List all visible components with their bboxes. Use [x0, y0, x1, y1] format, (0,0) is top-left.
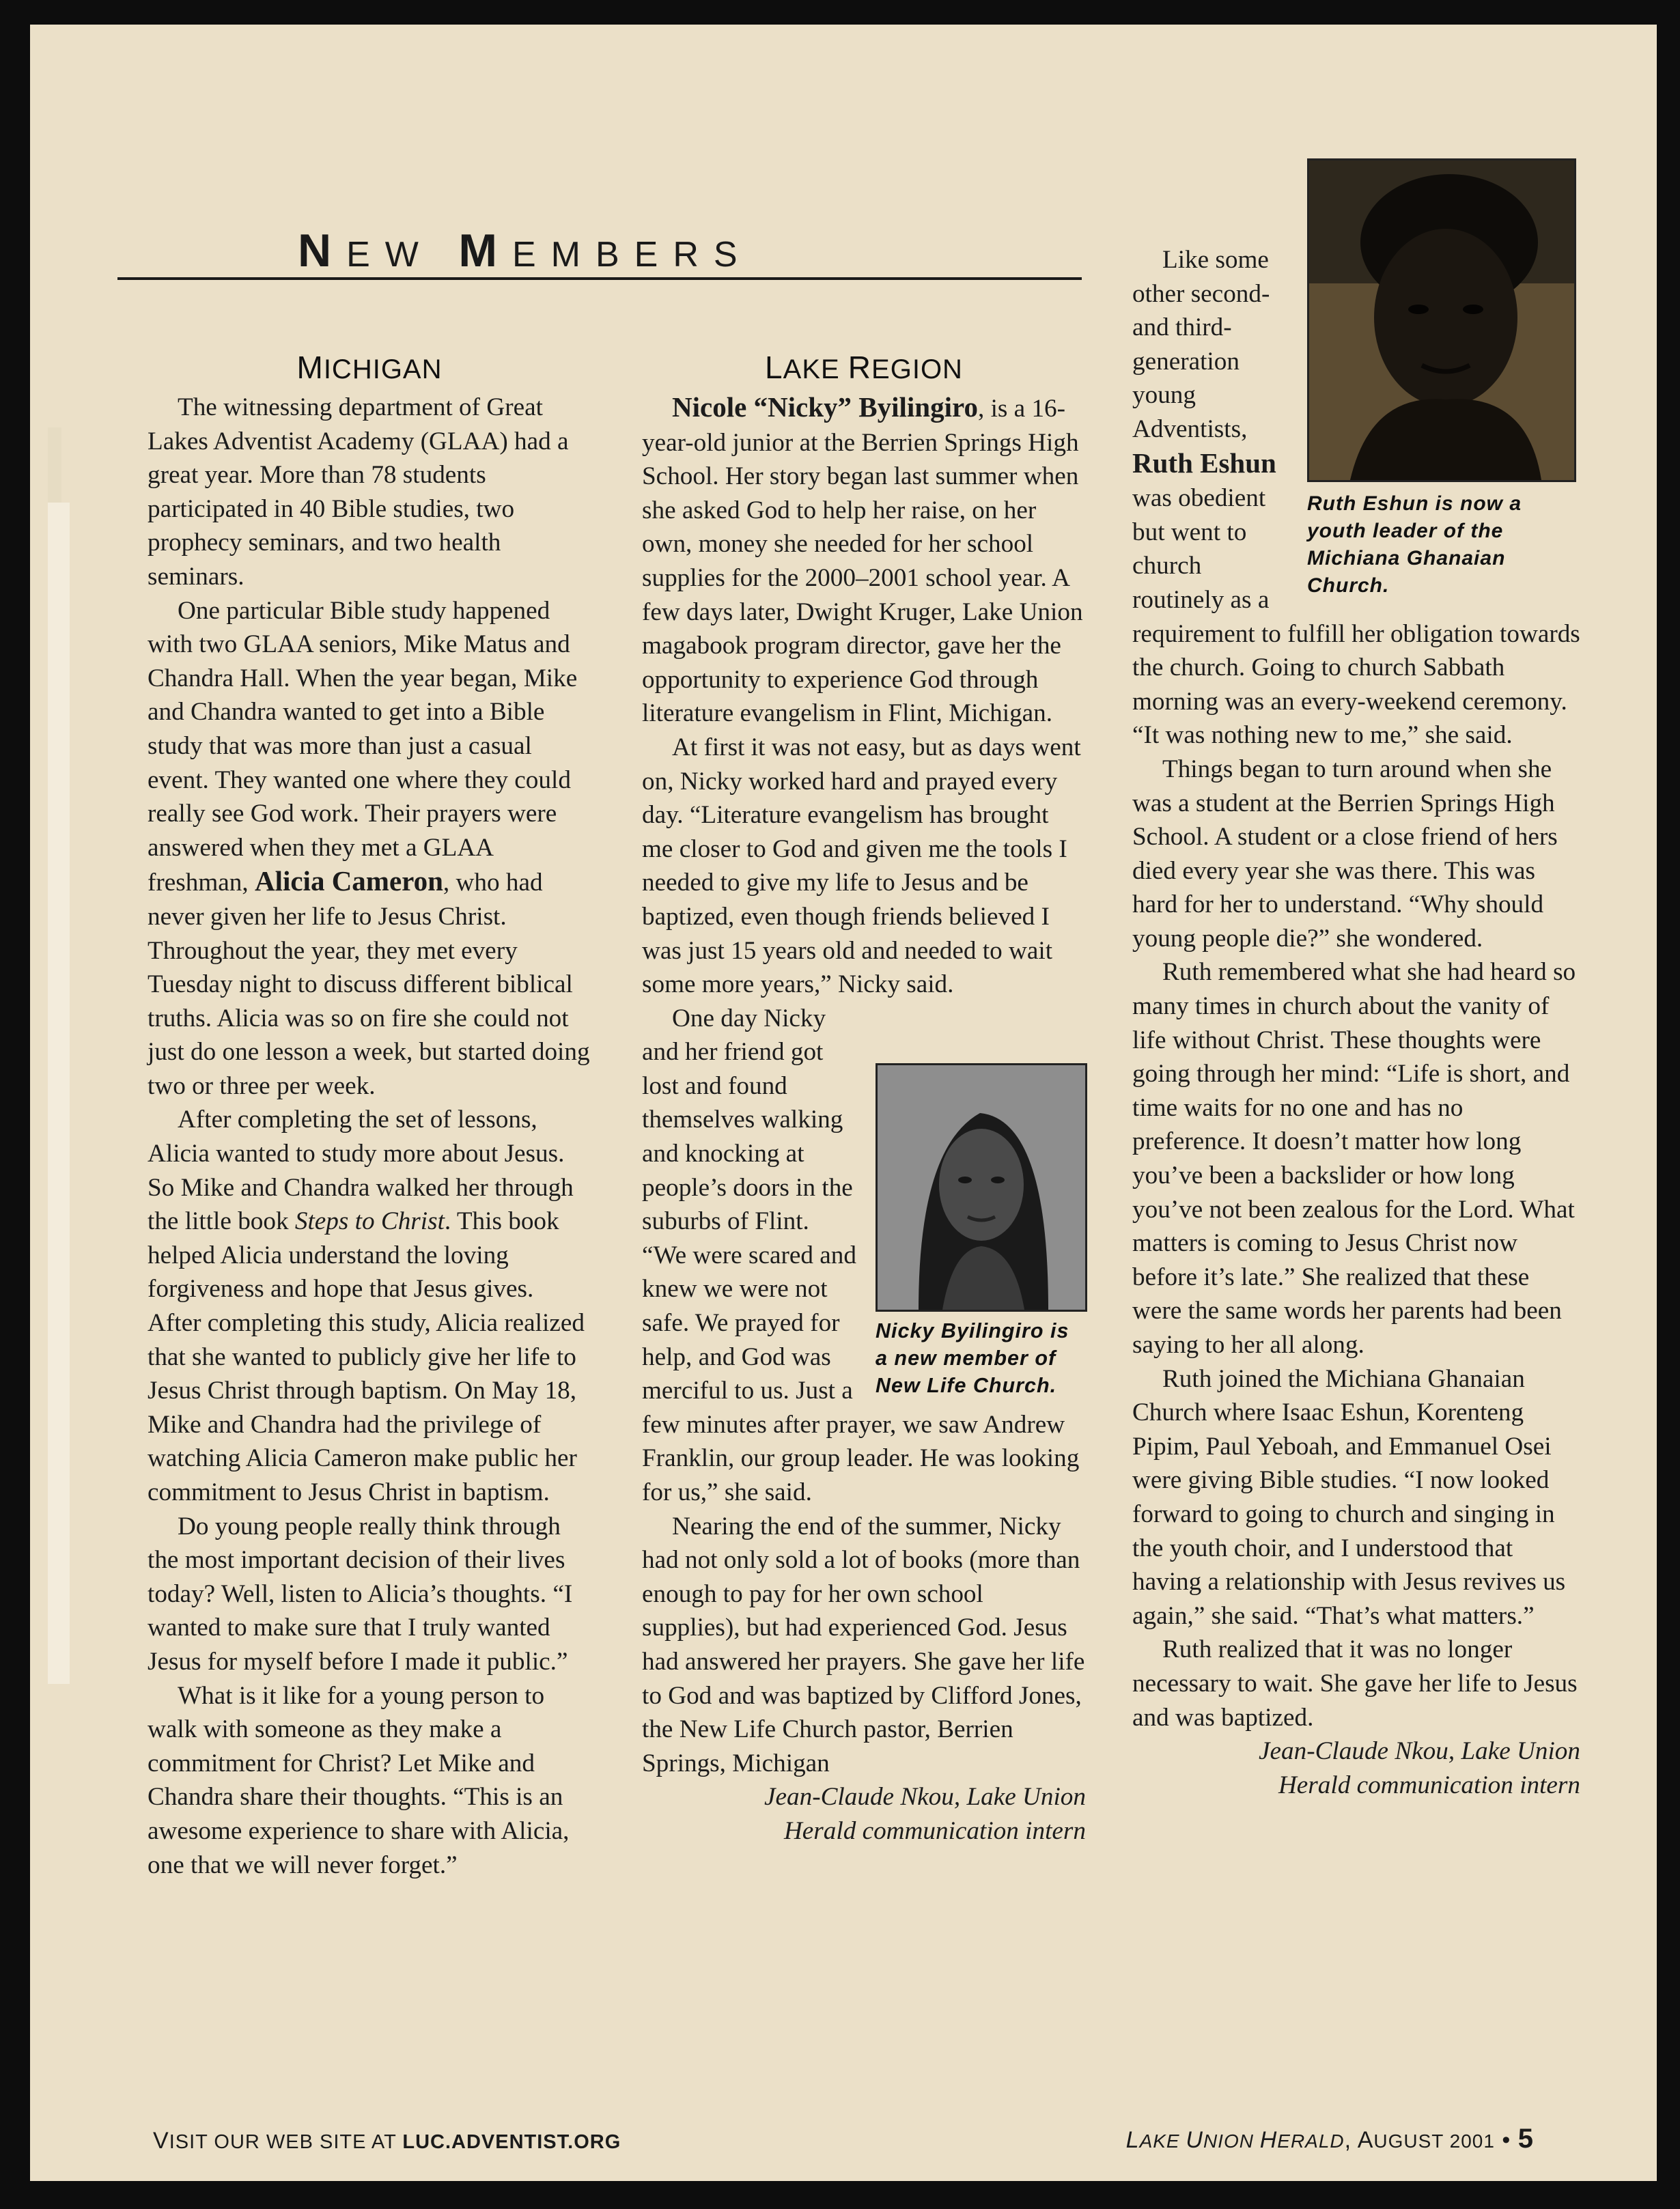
page-edge-shadow	[48, 427, 61, 503]
paragraph: Do young people really think through the most important decision of their lives today? Well, listen to Alicia’s thoughts. “I wanted to make sure that I truly wanted Jesus for myself before I made it public.”	[148, 1512, 573, 1676]
michigan-heading: MICHIGAN	[296, 350, 443, 385]
paragraph: One particular Bible study happened with two GLAA seniors, Mike Matus and Chandra Hall. When the year began, Mike and Chandra wanted to get into a Bible study that was more than just a casual event. They wanted one where they could really see God work. Their prayers were answered when they met a GLAA freshman, Alicia Cameron, who had never given her life to Jesus Christ. Throughout the year, they met every Tuesday night to discuss different biblical truths. Alicia was so on fire she could not just do one lesson a week, but started doing two or three per week.	[148, 596, 590, 1100]
magazine-name: LAKE UNION HERALD	[1125, 2127, 1345, 2153]
paragraph: Ruth remembered what she had heard so many times in church about the vanity of life without Christ. These thoughts were going through her mind: “Life is short, and time waits for no one and has no preference. It doesn’t matter how long you’ve been a backslider or how long you’ve not been zealous for the Lord. What matters is coming to Jesus Christ now before it’s late.” She realized that these were the same words her parents had been saying to her all along.	[1132, 958, 1576, 1359]
column-michigan	[148, 350, 591, 1882]
byline: Jean-Claude Nkou, Lake Union Herald communication intern	[764, 1783, 1086, 1845]
page-edge-highlight	[48, 503, 70, 1684]
paragraph: One day Nicky and her friend got lost and found themselves walking and knocking at people’s doors in the suburbs of Flint. “We were scared and knew we were not safe. We prayed for help, and God was merciful to us. Just a few minutes after prayer, we saw Andrew Franklin, our group leader. He was looking for us,” she said.	[642, 1004, 1080, 1506]
magazine-page	[30, 25, 1657, 2181]
title-initial: N	[298, 225, 347, 277]
footer-website: VISIT OUR WEB SITE AT LUC.ADVENTIST.ORG	[153, 2128, 621, 2154]
title-rest: EW	[346, 235, 434, 275]
new-member-name: Alicia Cameron	[254, 865, 443, 897]
paragraph: Things began to turn around when she was a student at the Berrien Springs High School. A student or a close friend of hers died every year she was there. This was hard for her to understand. “Why should young people die?” she wondered.	[1132, 755, 1558, 953]
portrait-image	[1309, 160, 1574, 480]
paragraph: Like some other second- and third-generation young Adventists, Ruth Eshun was obedient but went to church routinely as a requirement to fulfill her obligation towards the church. Going to church Sabbath morning was an every-weekend ceremony. “It was nothing new to me,” she said.	[1132, 246, 1580, 750]
paragraph: Ruth joined the Michiana Ghanaian Church where Isaac Eshun, Korenteng Pipim, Paul Yeboah, and Emmanuel Osei were giving Bible studies. “I now looked forward to going to church and singing in the youth choir, and I understood that having a relationship with Jesus revives us again,” she said. “That’s what matters.”	[1132, 1364, 1566, 1630]
photo-caption: Nicky Byilingiro is a new member of New Life Church.	[876, 1319, 1069, 1397]
page-number: 5	[1517, 2124, 1534, 2154]
footer-folio: LAKE UNION HERALD, AUGUST 2001 • 5	[1125, 2124, 1534, 2154]
column-ruth	[1132, 243, 1580, 1802]
paragraph: The witnessing department of Great Lakes Adventist Academy (GLAA) had a great year. More than 78 students participated in 40 Bible studies, two prophecy seminars, and two health seminars.	[148, 393, 569, 591]
photo-ruth-block	[1307, 158, 1580, 600]
paragraph: After completing the set of lessons, Alicia wanted to study more about Jesus. So Mike and Chandra walked her through the little book Steps to Christ. This book helped Alicia understand the loving forgiveness and hope that Jesus gives. After completing this study, Alicia realized that she wanted to publicly give her life to Jesus Christ through baptism. On May 18, Mike and Chandra had the privilege of watching Alicia Cameron make public her commitment to Jesus Christ in baptism.	[148, 1106, 585, 1506]
photo-ruth	[1307, 158, 1576, 482]
photo-nicky	[876, 1063, 1087, 1312]
byline: Jean-Claude Nkou, Lake Union Herald communication intern	[1259, 1737, 1580, 1799]
column-lake-region	[642, 350, 1086, 1848]
paragraph: Nearing the end of the summer, Nicky had not only sold a lot of books (more than enough to pay for her own school supplies), but had experienced God. Jesus had answered her prayers. She gave her life to God and was baptized by Clifford Jones, the New Life Church pastor, Berrien Springs, Michigan	[642, 1512, 1085, 1777]
photo-nicky-block	[876, 1063, 1087, 1399]
photo-caption: Ruth Eshun is now a youth leader of the Michiana Ghanaian Church.	[1307, 492, 1522, 597]
section-title	[298, 224, 753, 277]
book-title: Steps to Christ	[294, 1207, 445, 1236]
bullet: •	[1502, 2127, 1511, 2153]
new-member-name: Nicole “Nicky” Byilingiro	[672, 391, 978, 423]
paragraph: At first it was not easy, but as days went on, Nicky worked hard and prayed every day. “Literature evangelism has brought me closer to God and given me the tools I needed to give my life to Jesus and be baptized, even though friends believed I was just 15 years old and needed to wait some more years,” Nicky said.	[642, 733, 1081, 999]
title-initial: M	[458, 225, 512, 277]
paragraph: Ruth realized that it was no longer necessary to wait. She gave her life to Jesus and was baptized.	[1132, 1635, 1578, 1732]
issue-date: AUGUST 2001	[1357, 2127, 1495, 2153]
paragraph: Nicole “Nicky” Byilingiro, is a 16-year-old junior at the Berrien Springs High School. Her story began last summer when she asked God to help her raise, on her own, money she needed for her school supplies for the 2000–2001 school year. A few days later, Dwight Kruger, Lake Union magabook program director, gave her the opportunity to experience God through literature evangelism in Flint, Michigan.	[642, 391, 1083, 728]
website-url: LUC.ADVENTIST.ORG	[402, 2131, 621, 2153]
lake-region-heading: LAKE REGION	[765, 350, 963, 385]
new-member-name: Ruth Eshun	[1132, 447, 1276, 479]
portrait-image	[878, 1065, 1085, 1310]
paragraph: What is it like for a young person to walk with someone as they make a commitment for Christ? Let Mike and Chandra share their thoughts. “This is an awesome experience to share with Alicia, one that we will never forget.”	[148, 1681, 570, 1879]
section-header	[117, 197, 1082, 280]
title-rest: EMBERS	[512, 235, 753, 275]
